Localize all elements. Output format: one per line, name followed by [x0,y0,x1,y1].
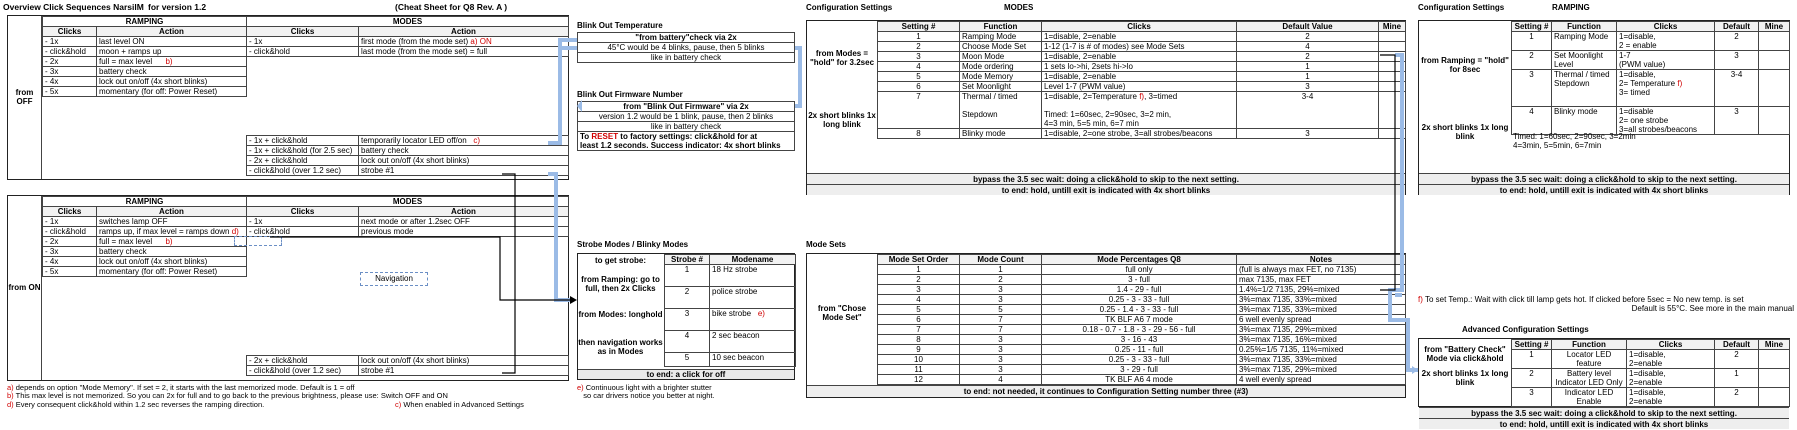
footnote-e-label: e) [577,383,584,392]
modesets-block [806,253,1406,398]
modes-header: MODES [247,17,569,27]
table-row: - 5x momentary (for off: Power Reset) [43,267,569,277]
strobes-side-4: then navigation works as in Modes [578,338,663,356]
strobes-side-2: from Ramping: go to full, then 2x Clicks [581,275,660,293]
from-on-table [42,196,569,277]
table-row: 12 4 TK BLF A6 4 mode 4 well evenly spread [878,375,1406,385]
footnote-c-label: c) [395,399,402,409]
table-row: - 1x + click&hold (for 2.5 sec) battery check [247,146,569,156]
table-row: - 4x lock out on/off (4x short blinks) [43,257,569,267]
table-row: 5 5 0.25 - 1.4 - 3 - 33 - full 3%=max 7135, 33%=mixed [878,305,1406,315]
table-row: 8 Blinky mode 1=disable, 2=one strobe, 3=all strobes/beacons 3 [878,129,1406,139]
table-row: 6 Set Moonlight Level 1-7 (PWM value) 3 [878,82,1406,92]
table-row: 1 Ramping Mode 1=disable, 2 = enable 2 [1512,32,1790,51]
modesets-table: Mode Set Order Mode Count Mode Percentages Q8 Notes 1 1 full only (full is always max FET, no 7135) 2 2 3 - full max 7135, max FET 3 3 1.4 - 29 - full 1.4%=1/2 7135, 29%=mixed 4 3 0.25 - 3 - 33 - full 3%=max 7135, 33%=mixed 5 5 0.25 - 1.4 - 3 - 33 - full 3%=max 7135, 33%=mixed 6 7 TK BLF A6 7 mode 6 well evenly spread 7 7 0.18 - 0.7 - 1.8 - 3 - 29 - 56 - full 3%=max 7135, 29%=mixed 8 3 3 - 16 - 43 3%=max 7135, 16%=mixed 9 3 0.25 - 11 - full 0.25%=1/5 7135, 11%=mixed 10 3 0.25 - 3 - 33 - full 3%=max 7135, 33%=mixed 11 3 3 - 29 - full 3%=max 7135, 29%=mixed 12 4 TK BLF A6 4 mode 4 well evenly spread [877,254,1406,385]
config-title: Configuration Settings [806,3,893,12]
strobes-table: Strobe # Modename 1 18 Hz strobe 2 police strobe 3 bike strobe e) 4 2 sec beacon 5 10 sec beacon [664,254,796,367]
config-r-title: Configuration Settings [1418,3,1505,12]
table-row: - 1x last level ON - 1x first mode (from the mode set) a) ON [43,37,569,47]
table-row: - click&hold (over 1.2 sec) strobe #1 [247,366,569,376]
table-row: - 2x full = max level b) [43,57,569,67]
table-row: - 2x full = max level b) [43,237,569,247]
table-row: - 4x lock out on/off (4x short blinks) [43,77,569,87]
table-row: 3 bike strobe e) [665,309,796,331]
advanced-block [1418,338,1790,429]
config-r-timed-note: Timed: 1=60sec, 2=90sec, 3=2min 4=3min, 5=5min, 6=7min [1513,132,1636,150]
from-off-table [42,16,569,97]
table-row: - 1x + click&hold temporarily locator LED off/on c) [247,136,569,146]
footnote-d-label: d) [7,399,14,409]
footnote-b-label: b) [7,391,14,401]
table-row: - 2x + click&hold lock out on/off (4x short blinks) [247,156,569,166]
advanced-end: to end: hold, untill exit is indicated with 4x short blinks [1419,418,1789,429]
table-row: 3 Thermal / timed Stepdown 1=disable, 2= Temperature f) 3= timed 3-4 [1512,70,1790,107]
footnote-a: depends on option "Mode Memory". If set = 2, it starts with the last memorized mode. Default is 1 = off [15,383,355,392]
footnote-f: f) To set Temp.: Wait with click till lamp gets hot. If clicked before 5sec = No new temp. is set Default is 55°C. See more in the main manual [1418,295,1794,313]
table-row: 1 18 Hz strobe [665,265,796,287]
footnote-e: e) Continuous light with a brighter stutter so car drivers notice you better at night. [577,383,715,401]
blink-temp-title: Blink Out Temperature [577,21,663,30]
table-row: 4 3 0.25 - 3 - 33 - full 3%=max 7135, 33%=mixed [878,295,1406,305]
from-on-shared-table [246,355,569,376]
strobes-end: to end: a click for off [578,369,794,379]
strobes-side-1: to get strobe: [594,256,647,265]
advanced-title: Advanced Configuration Settings [1462,325,1589,334]
table-row: 2 Set Moonlight Level 1-7 (PWM value) 3 [1512,51,1790,70]
table-row: 2 police strobe [665,287,796,309]
table-row: 7 Thermal / timed Stepdown 1=disable, 2=Temperature f), 3=timed Timed: 1=60sec, 2=90sec, 3=2 min, 4=3 min, 5=5 min, 6=7 min 3-4 [878,92,1406,129]
table-row: - 3x battery check [43,67,569,77]
table-row: 6 7 TK BLF A6 7 mode 6 well evenly spread [878,315,1406,325]
ramping-header: RAMPING [43,197,247,207]
from-off-shared-table [246,135,569,176]
table-row: 10 3 0.25 - 3 - 33 - full 3%=max 7135, 33%=mixed [878,355,1406,365]
navigation-label: Navigation [360,272,428,286]
table-row: 5 Mode Memory 1=disable, 2=enable 1 [878,72,1406,82]
blink-fw-table: from "Blink Out Firmware" via 2x version 1.2 would be 1 blink, pause, then 2 blinks like in battery check To RESET to factory settings: click&hold for at least 1.2 seconds. Success indicator: 4x short blinks [577,101,795,151]
table-row: 3 Indicator LED Enable 1=disable, 2=enable 2 [1512,388,1790,407]
table-row: - 3x battery check [43,247,569,257]
table-row: 2 2 3 - full max 7135, max FET [878,275,1406,285]
modesets-side: from "Chose Mode Set" [817,304,867,322]
blink-temp-table: "from battery"check via 2x 45°C would be 4 blinks, pause, then 5 blinks like in battery check [577,32,795,63]
table-row: 7 7 0.18 - 0.7 - 1.8 - 3 - 29 - 56 - full 3%=max 7135, 29%=mixed [878,325,1406,335]
footnotes [7,384,567,409]
config-r-side-2: 2x short blinks 1x long blink [1421,123,1509,141]
clicks-header: Clicks [247,27,359,37]
table-row: 3 Moon Mode 1=disable, 2=enable 2 [878,52,1406,62]
config-r-end: to end: hold, untill exit is indicated with 4x short blinks [1419,184,1789,195]
arrowhead-strobes [570,296,577,304]
sheet-subtitle: (Cheat Sheet for Q8 Rev. A ) [395,2,508,12]
table-row: 1 Ramping Mode 1=disable, 2=enable 2 [878,32,1406,42]
config-side-1: from Modes = "hold" for 3.2sec [809,49,875,67]
footnote-a-label: a) [7,383,14,392]
table-row: - 1x switches lamp OFF - 1x next mode or after 1.2sec OFF [43,217,569,227]
advanced-bypass: bypass the 3.5 sec wait: doing a click&hold to skip to the next setting. [1419,407,1789,418]
modes-header: MODES [247,197,569,207]
config-side-2: 2x short blinks 1x long blink [808,111,876,129]
table-row: 1 1 full only (full is always max FET, no 7135) [878,265,1406,275]
clicks-header: Clicks [43,207,97,217]
clicks-header: Clicks [247,207,359,217]
table-row: 2 Choose Mode Set 1-12 (1-7 is # of modes) see Mode Sets 4 [878,42,1406,52]
modesets-end: to end: not needed, it continues to Configuration Setting number three (#3) [807,385,1405,397]
footnote-d: Every consequent click&hold within 1.2 sec reverses the ramping direction. [15,399,265,409]
footnote-b: This max level is not memorized. So you can 2x for full and to go back to the previous brightness, please use: Switch OFF and ON [15,391,448,401]
from-off-label: from OFF [8,16,42,179]
action-header: Action [97,207,247,217]
strobes-block [577,253,795,380]
footnote-c: When enabled in Advanced Settings [403,399,524,409]
table-row: - 2x + click&hold lock out on/off (4x short blinks) [247,356,569,366]
action-header: Action [359,27,569,37]
table-row: 9 3 0.25 - 11 - full 0.25%=1/5 7135, 11%=mixed [878,345,1406,355]
from-on-block [7,195,569,381]
config-r-table: Setting # Function Clicks Default Mine 1 Ramping Mode 1=disable, 2 = enable 2 2 Set Moonlight Level 1-7 (PWM value) 3 3 Thermal / timed Stepdown 1=disable, 2= Temperature f) 3= timed 3-4 4 Blinky mode 1=disable 2= one strobe 3=all strobes/beacons 3 [1511,21,1790,135]
config-block [806,20,1406,195]
config-modes-label: MODES [1004,3,1034,12]
config-r-block [1418,20,1790,195]
clicks-header: Clicks [43,27,97,37]
strobes-title: Strobe Modes / Blinky Modes [577,240,689,249]
modesets-title: Mode Sets [806,240,847,249]
action-header: Action [97,27,247,37]
table-row: 5 10 sec beacon [665,353,796,367]
from-off-block [7,15,569,180]
config-bypass: bypass the 3.5 sec wait: doing a click&hold to skip to the next setting. [807,173,1405,184]
sheet-title: Overview Click Sequences NarsilM [3,2,144,12]
table-row: 8 3 3 - 16 - 43 3%=max 7135, 16%=mixed [878,335,1406,345]
from-on-label: from ON [8,196,42,380]
advanced-side-2: 2x short blinks 1x long blink [1421,369,1509,387]
table-row: 1 Locator LED feature 1=disable, 2=enable 2 [1512,350,1790,369]
strobes-side-3: from Modes: longhold [578,310,663,319]
advanced-side-1: from "Battery Check" Mode via click&hold [1424,345,1506,363]
table-row: - 5x momentary (for off: Power Reset) [43,87,569,97]
config-r-side-1: from Ramping = "hold" for 8sec [1421,56,1509,74]
ramping-header: RAMPING [43,17,247,27]
table-row: 3 3 1.4 - 29 - full 1.4%=1/2 7135, 29%=mixed [878,285,1406,295]
table-row: - click&hold moon + ramps up - click&hold last mode (from the mode set) = full [43,47,569,57]
advanced-table: Setting # Function Clicks Default Mine 1 Locator LED feature 1=disable, 2=enable 2 2 Battery level Indicator LED Only 1=disable, 2=enable 1 3 Indicator LED Enable 1=disable, 2=enable 2 [1511,339,1790,407]
table-row: 4 2 sec beacon [665,331,796,353]
config-end: to end: hold, untill exit is indicated with 4x short blinks [807,184,1405,195]
arrow-temp-to-fw [795,48,800,106]
navigation-highlight [234,236,282,246]
config-r-bypass: bypass the 3.5 sec wait: doing a click&hold to skip to the next setting. [1419,173,1789,184]
table-row: - click&hold ramps up, if max level = ramps down d) - click&hold previous mode [43,227,569,237]
table-row: 2 Battery level Indicator LED Only 1=disable, 2=enable 1 [1512,369,1790,388]
reset-label: RESET [591,132,619,141]
blink-fw-title: Blink Out Firmware Number [577,90,683,99]
version-label: for version 1.2 [148,2,207,12]
table-row: - click&hold (over 1.2 sec) strobe #1 [247,166,569,176]
table-row: 4 Mode ordering 1 sets lo->hi, 2sets hi->lo 1 [878,62,1406,72]
config-table: Setting # Function Clicks Default Value Mine 1 Ramping Mode 1=disable, 2=enable 2 2 Choose Mode Set 1-12 (1-7 is # of modes) see Mode Sets 4 3 Moon Mode 1=disable, 2=enable 2 4 Mode ordering 1 sets lo->hi, 2sets hi->lo 1 5 Mode Memory 1=disable, 2=enable 1 6 Set Moonlight Level 1-7 (PWM value) 3 7 Thermal / timed Stepdown 1=disable, 2=Temperature f), 3=timed Timed: 1=60sec, 2=90sec, 3=2 min, 4=3 min, 5=5 min, 6=7 min 3-4 8 Blinky mode 1=disable, 2=one strobe, 3=all strobes/beacons 3 [877,21,1406,139]
action-header: Action [359,207,569,217]
table-row: 11 3 3 - 29 - full 3%=max 7135, 29%=mixed [878,365,1406,375]
config-r-ramping-label: RAMPING [1552,3,1590,12]
table-row: 4 Blinky mode 1=disable 2= one strobe 3=all strobes/beacons 3 [1512,107,1790,135]
